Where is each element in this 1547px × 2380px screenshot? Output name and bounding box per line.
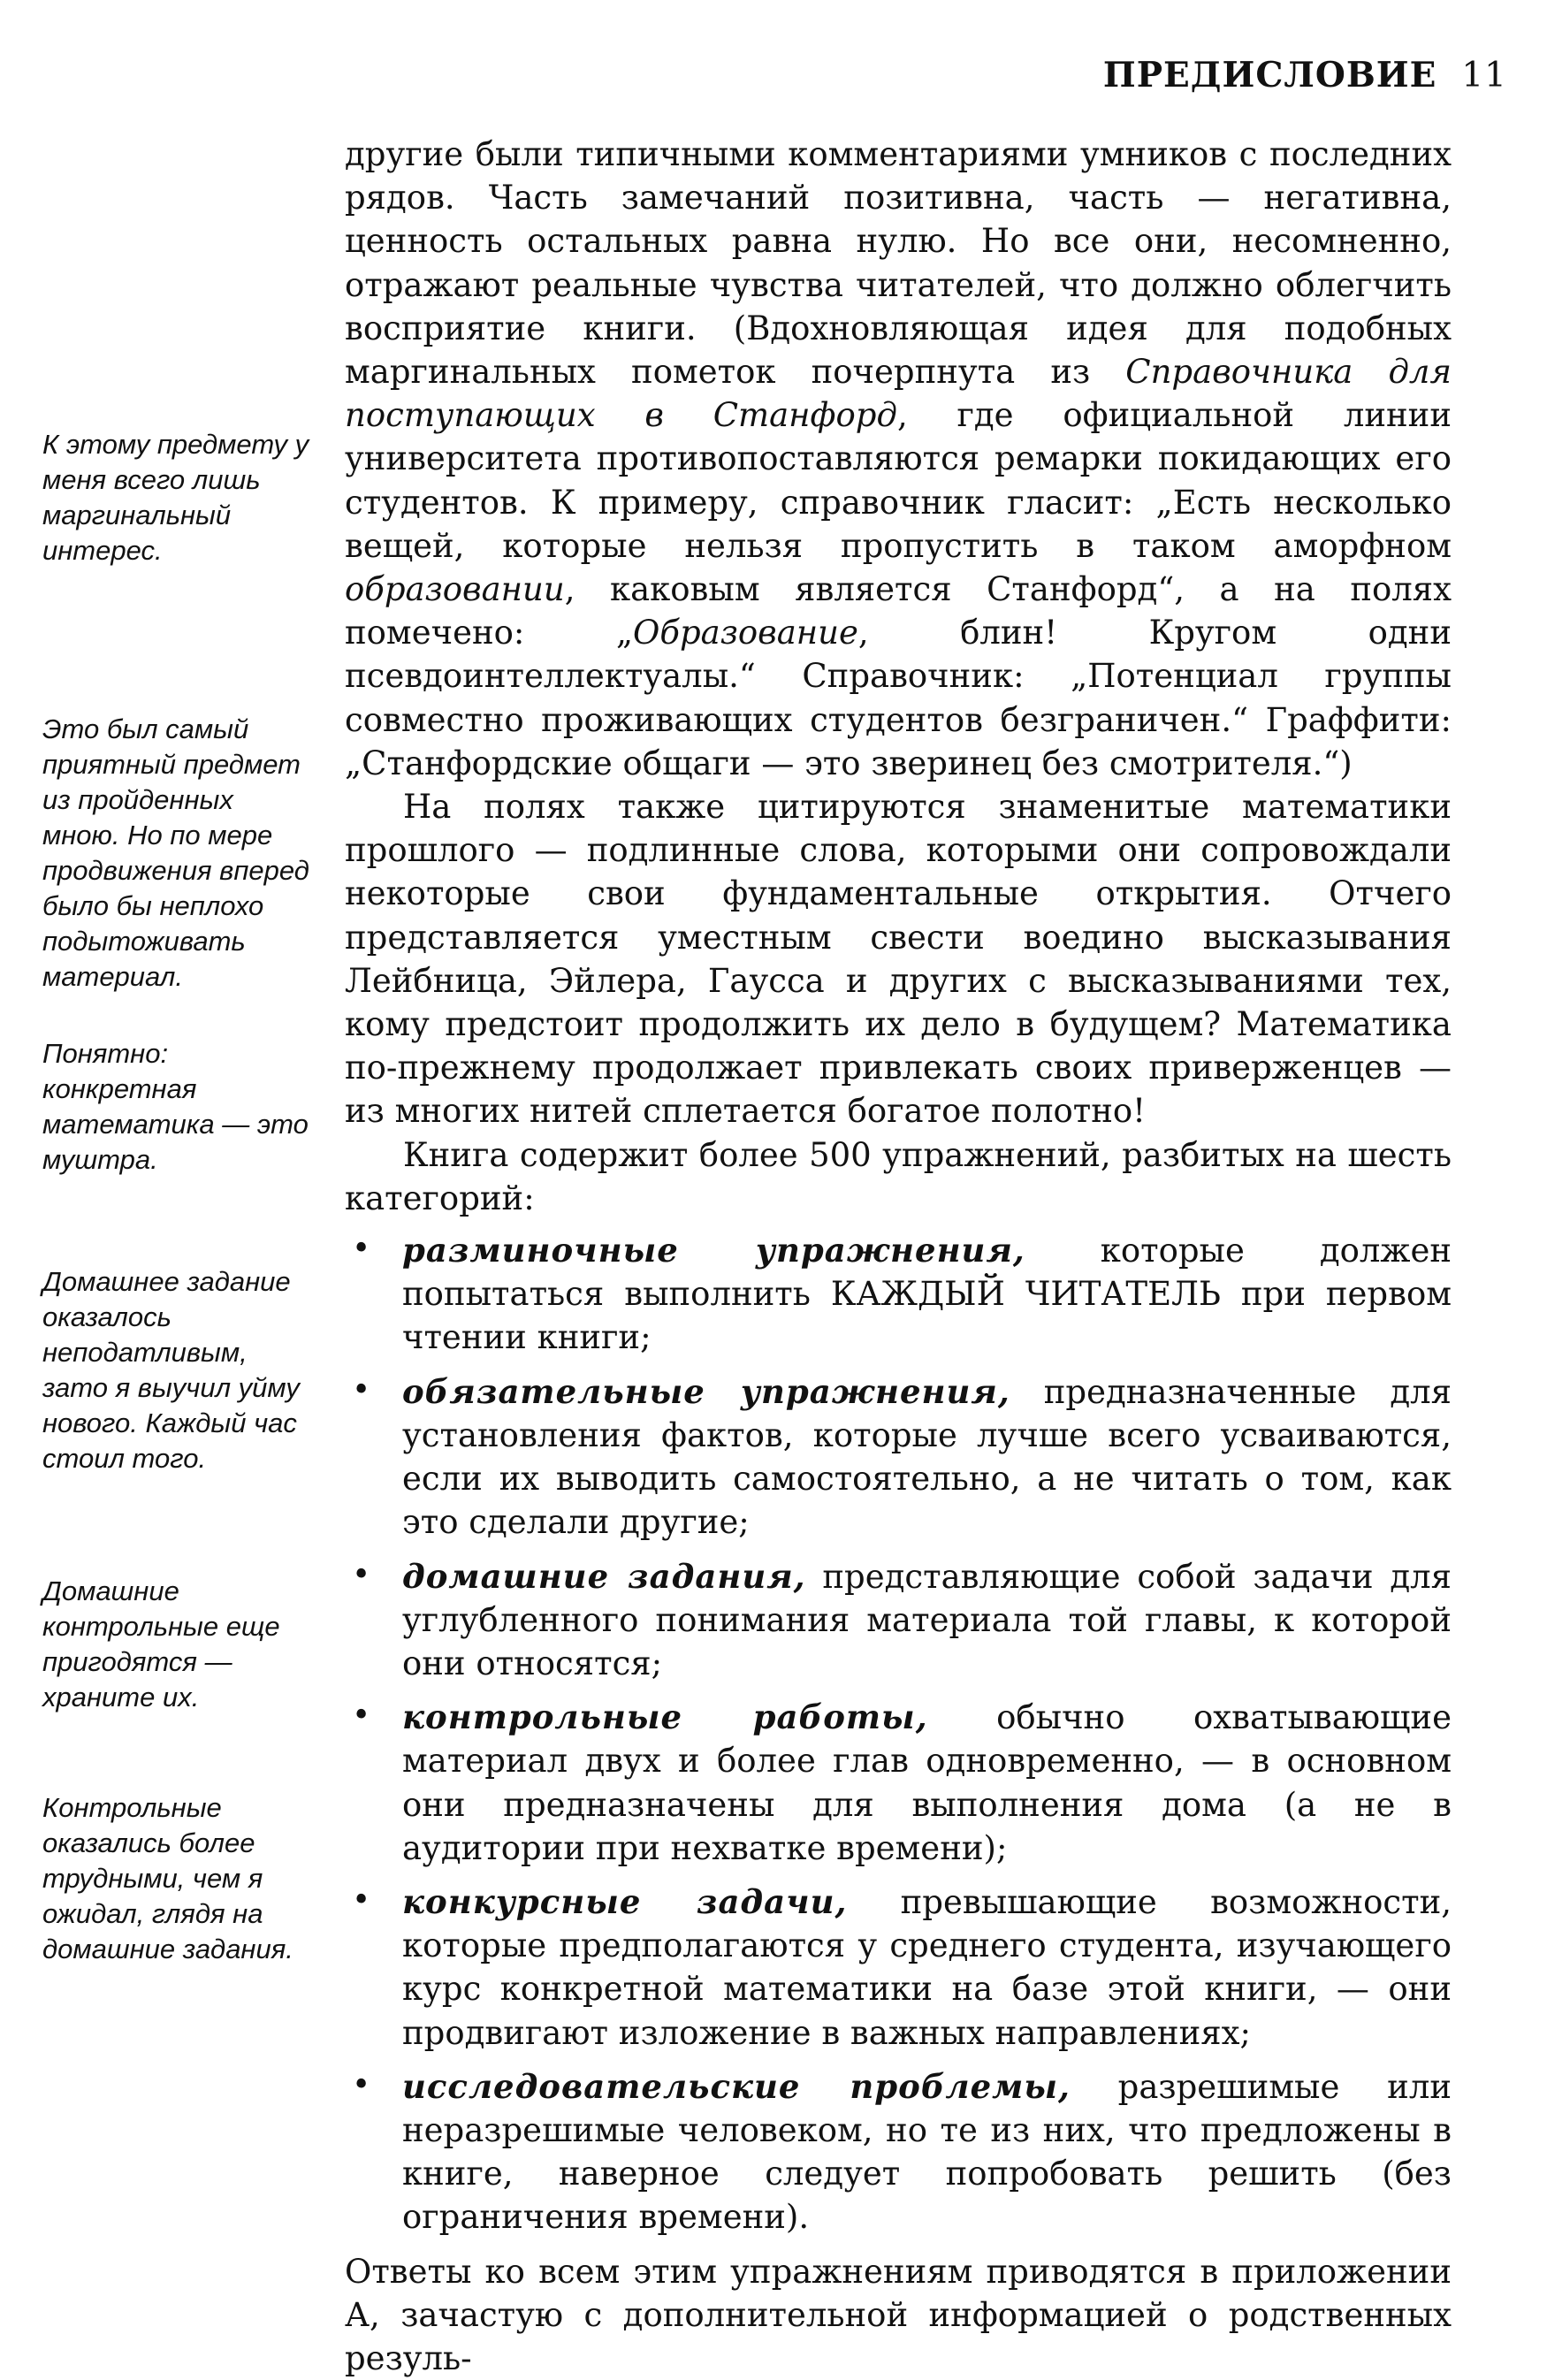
paragraph-answers: Ответы ко всем этим упражнениям приводятся в приложении А, зачастую с дополнительной информацией о родственных резуль- <box>345 2252 1452 2377</box>
exercise-term: контрольные работы, <box>402 1697 928 1737</box>
list-item <box>345 1229 1452 1360</box>
exercise-description: разрешимые или неразрешимые человеком, но те из них, что предложены в книге, наверное следует попробовать решить (без ограничения времени). <box>402 2067 1452 2237</box>
paragraph-exercises-intro: Книга содержит более 500 упражнений, разбитых на шесть категорий: <box>345 1135 1452 1217</box>
margin-note: Это был самый приятный предмет из пройденных мною. Но по мере продвижения вперед было бы неплохо подытоживать материал. <box>42 713 309 992</box>
running-head-title: ПРЕДИСЛОВИЕ <box>1102 55 1437 95</box>
bullet-icon: • <box>352 1697 371 1735</box>
bullet-icon: • <box>352 1881 371 1918</box>
italic-word: образовании <box>345 570 565 609</box>
bullet-icon: • <box>352 1231 371 1268</box>
list-item <box>345 1555 1452 1686</box>
running-head <box>1103 55 1507 95</box>
list-item <box>345 1696 1452 1870</box>
main-text <box>345 133 1452 2380</box>
page-number: 11 <box>1461 56 1507 95</box>
exercise-description: предназначенные для установления фактов, которые лучше всего усваиваются, если их выводить самостоятельно, а не читать о том, как это сделали другие; <box>402 1372 1452 1542</box>
exercise-term: обязательные упражнения, <box>402 1371 1010 1411</box>
bullet-icon: • <box>352 2066 371 2103</box>
bullet-icon: • <box>352 1371 371 1408</box>
exercise-term: исследовательские проблемы, <box>402 2066 1071 2106</box>
exercise-description: представляющие собой задачи для углубленного понимания материала той главы, к которой они относятся; <box>402 1557 1452 1682</box>
exercise-category-list <box>345 1229 1452 2239</box>
list-item <box>345 1370 1452 1545</box>
italic-word: Образование <box>633 614 858 652</box>
margin-note: Домашнее задание оказалось неподатливым, зато я выучил уйму нового. Каждый час стоил того. <box>42 1266 300 1474</box>
bullet-icon: • <box>352 1556 371 1593</box>
list-item <box>345 2065 1452 2239</box>
margin-note: Домашние контрольные еще пригодятся — храните их. <box>42 1575 280 1713</box>
list-item <box>345 1880 1452 2055</box>
margin-note: Контрольные оказались более трудными, чем я ожидал, глядя на домашние задания. <box>42 1792 293 1964</box>
exercise-description: которые должен попытаться выполнить КАЖДЫЙ ЧИТАТЕЛЬ при первом чтении книги; <box>402 1232 1452 1357</box>
exercise-description: превышающие возможности, которые предполагаются у среднего студента, изучающего курс конкретной математики на базе этой книги, — они продвигают изложение в важных направлениях; <box>402 1882 1452 2052</box>
margin-note: Понятно: конкретная математика — это муштра. <box>42 1038 309 1175</box>
margin-note: К этому предмету у меня всего лишь маргинальный интерес. <box>42 429 309 566</box>
exercise-term: конкурсные задачи, <box>402 1881 848 1921</box>
italic-book-title: Справочника для поступающих в Станфорд <box>345 353 1452 435</box>
paragraph-quotes: На полях также цитируются знаменитые математики прошлого — подлинные слова, которыми они сопровождали некоторые свои фундаментальные открытия. Отчего представляется уместным свести воедино высказывания Лейбница, Эйлера, Гаусса и других с высказываниями тех, кому предстоит продолжить их дело в будущем? Математика по-прежнему продолжает привлекать своих приверженцев — из многих нитей сплетается богатое полотно! <box>345 788 1452 1131</box>
exercise-term: домашние задания, <box>402 1556 806 1596</box>
exercise-term: разминочные упражнения, <box>402 1231 1025 1270</box>
paragraph-continuation: другие были типичными комментариями умников с последних рядов. Часть замечаний позитивна, часть — негативна, ценность остальных равна нулю. Но все они, несомненно, отражают реальные чувства читателей, что должно облегчить восприятие книги. (Вдохновляющая идея для подобных маргинальных пометок почерпнута из Справочника для поступающих в Станфорд, где официальной линии университета противопоставляются ремарки покидающих его студентов. К примеру, справочник гласит: „Есть несколько вещей, которые нельзя пропустить в таком аморфном образовании, каковым является Станфорд“, а на полях помечено: „Образование, блин! Кругом одни псевдоинтеллектуалы.“ Справочник: „Потенциал группы совместно проживающих студентов безграничен.“ Граффити: „Станфордские общаги — это зверинец без смотрителя.“) <box>345 135 1452 782</box>
exercise-description: обычно охватывающие материал двух и более глав одновременно, — в основном они предназначены для выполнения дома (а не в аудитории при нехватке времени); <box>402 1698 1452 1867</box>
